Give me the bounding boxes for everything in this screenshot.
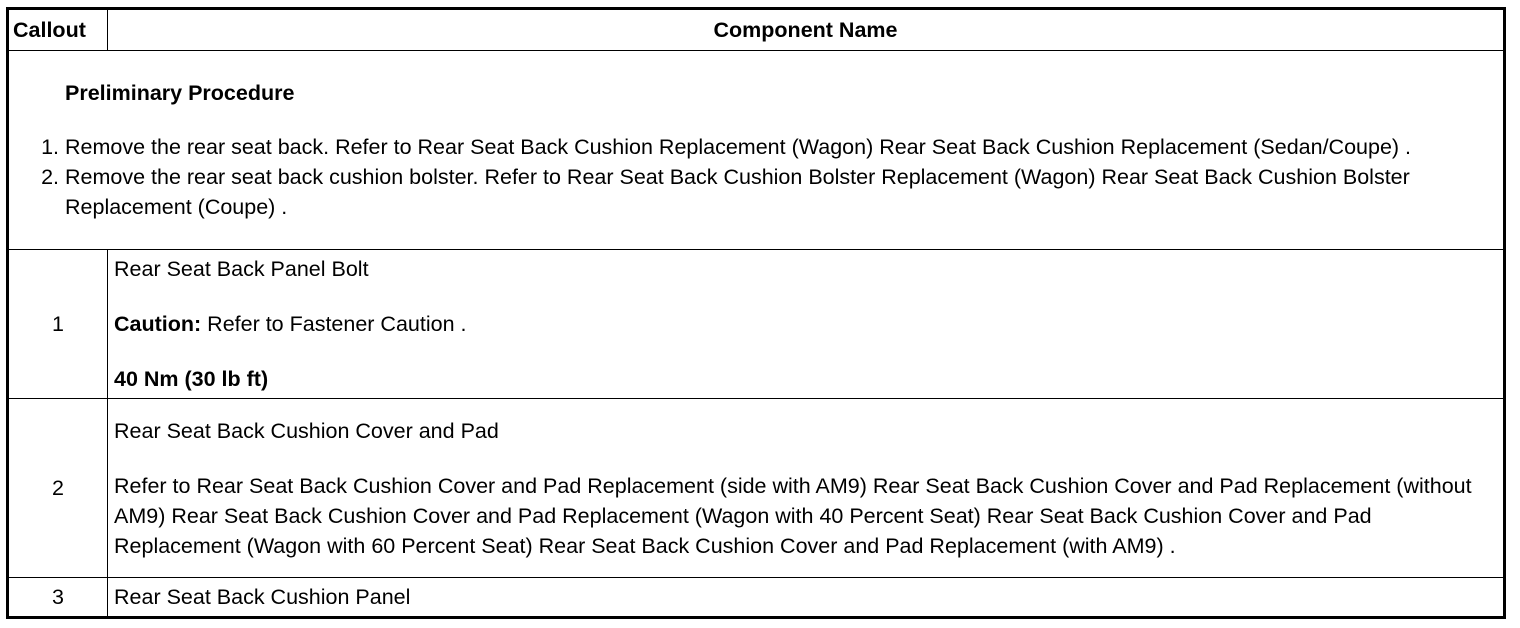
preliminary-row <box>8 51 1505 250</box>
preliminary-title: Preliminary Procedure <box>65 81 295 105</box>
preliminary-steps <box>29 132 1483 222</box>
callout-number: 2 <box>8 399 108 578</box>
component-name: Rear Seat Back Cushion Cover and Pad <box>114 418 499 443</box>
table-row <box>8 250 1505 399</box>
table-row <box>8 399 1505 578</box>
component-cell <box>108 399 1505 578</box>
callout-number: 1 <box>8 250 108 399</box>
caution-label: Caution: <box>114 312 202 336</box>
reference-note: Refer to Rear Seat Back Cushion Cover and Pad Replacement (side with AM9) Rear Seat Back Cushion Cover and Pad Replacement (without AM9) Rear Seat Back Cushion Cover and Pad Replacement (Wagon with 40 Percent Seat) Rear Seat Back Cushion Cover and Pad Replacement (Wagon with 60 Percent Seat) Rear Seat Back Cushion Cover and Pad Replacement (with AM9) . <box>114 473 1472 558</box>
caution-text: Refer to Fastener Caution . <box>201 312 467 336</box>
component-cell <box>108 250 1505 399</box>
component-table <box>6 7 1506 619</box>
callout-number: 3 <box>8 578 108 618</box>
callout-header: Callout <box>8 9 108 51</box>
torque-spec: 40 Nm (30 lb ft) <box>114 367 269 391</box>
component-name: Rear Seat Back Panel Bolt <box>114 257 369 281</box>
caution-line <box>114 309 1497 339</box>
preliminary-step: 2. Remove the rear seat back cushion bolster. Refer to Rear Seat Back Cushion Bolster Replacement (Wagon) Rear Seat Back Cushion Bolster Replacement (Coupe) . <box>65 162 1483 222</box>
component-name: Rear Seat Back Cushion Panel <box>114 585 411 609</box>
table-row <box>8 578 1505 618</box>
component-name-header: Component Name <box>108 9 1505 51</box>
preliminary-step: 1. Remove the rear seat back. Refer to Rear Seat Back Cushion Replacement (Wagon) Rear Seat Back Cushion Replacement (Sedan/Coupe) . <box>65 132 1483 162</box>
component-cell <box>108 578 1505 618</box>
component-table-container <box>6 7 1506 621</box>
preliminary-procedure <box>8 51 1505 250</box>
header-row <box>8 9 1505 51</box>
